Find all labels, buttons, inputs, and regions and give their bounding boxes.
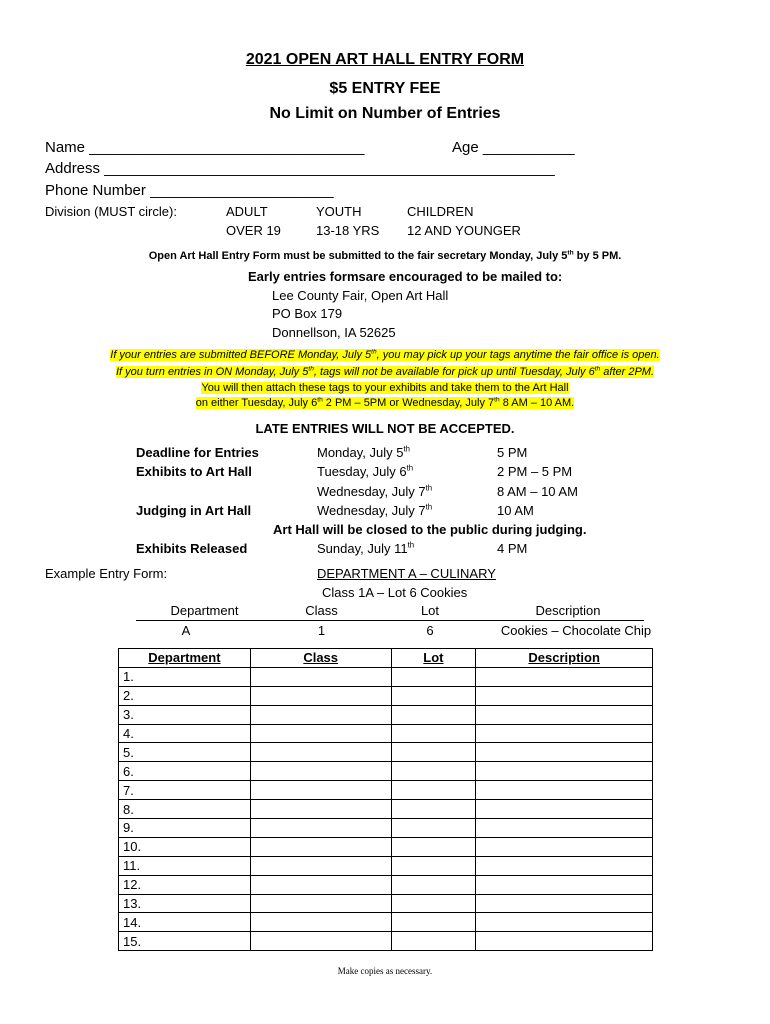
class-cell[interactable] <box>250 667 391 686</box>
notice-text: If you turn entries in ON Monday, July 5 <box>115 366 309 378</box>
table-row <box>119 743 653 762</box>
description-cell[interactable] <box>476 932 653 951</box>
example-value: 1 <box>317 623 326 638</box>
description-cell[interactable] <box>476 856 653 875</box>
class-cell[interactable] <box>250 781 391 800</box>
table-row <box>119 781 653 800</box>
example-header: Department <box>170 603 239 618</box>
phone-blank: ______________________ <box>150 182 334 199</box>
table-row <box>119 705 653 724</box>
example-department-title: DEPARTMENT A – CULINARY <box>317 566 496 581</box>
schedule-time: 10 AM <box>497 503 534 518</box>
department-cell[interactable]: 1. <box>119 667 251 686</box>
lot-cell[interactable] <box>391 875 476 894</box>
schedule-time: 2 PM – 5 PM <box>497 464 573 479</box>
submission-text: Open Art Hall Entry Form must be submitted to the fair secretary Monday, July 5 <box>148 250 568 262</box>
lot-cell[interactable] <box>391 932 476 951</box>
example-value: Cookies – Chocolate Chip <box>500 623 652 638</box>
department-cell[interactable]: 9. <box>119 819 251 838</box>
entry-fee: $5 ENTRY FEE <box>329 80 441 97</box>
submission-deadline <box>0 250 770 262</box>
lot-cell[interactable] <box>391 800 476 819</box>
description-cell[interactable] <box>476 686 653 705</box>
division-option-line2: 12 AND YOUNGER <box>407 223 521 238</box>
notice-sup: th <box>308 365 314 373</box>
description-cell[interactable] <box>476 894 653 913</box>
notice-line-4 <box>0 397 770 409</box>
lot-cell[interactable] <box>391 667 476 686</box>
mailing-address-line: PO Box 179 <box>272 306 343 321</box>
example-header: Description <box>535 603 601 618</box>
lot-cell[interactable] <box>391 913 476 932</box>
department-cell[interactable]: 6. <box>119 762 251 781</box>
example-header: Lot <box>420 603 440 618</box>
department-cell[interactable]: 15. <box>119 932 251 951</box>
address-label: Address <box>45 160 101 177</box>
schedule-label: Exhibits Released <box>136 541 248 556</box>
notice-text: 8 AM – 10 AM. <box>499 397 575 409</box>
notice-sup: th <box>317 396 323 404</box>
class-cell[interactable] <box>250 686 391 705</box>
late-entries-note: LATE ENTRIES WILL NOT BE ACCEPTED. <box>255 421 515 436</box>
age-label: Age <box>452 139 479 156</box>
class-cell[interactable] <box>250 743 391 762</box>
schedule-label: Deadline for Entries <box>136 445 259 460</box>
schedule-day: Sunday, July 11th <box>317 540 415 556</box>
table-header-row <box>119 649 653 668</box>
notice-text: If your entries are submitted BEFORE Monday, July 5 <box>110 349 372 361</box>
department-cell[interactable]: 4. <box>119 724 251 743</box>
table-header: Class <box>250 649 391 668</box>
class-cell[interactable] <box>250 819 391 838</box>
notice-text: after 2PM. <box>600 366 655 378</box>
submission-sup: th <box>567 249 574 257</box>
description-cell[interactable] <box>476 762 653 781</box>
name-label: Name <box>45 139 86 156</box>
lot-cell[interactable] <box>391 705 476 724</box>
table-header: Department <box>119 649 251 668</box>
description-cell[interactable] <box>476 913 653 932</box>
table-row <box>119 762 653 781</box>
division-label: Division (MUST circle): <box>45 204 177 219</box>
department-cell[interactable]: 14. <box>119 913 251 932</box>
entry-limit: No Limit on Number of Entries <box>269 105 501 122</box>
lot-cell[interactable] <box>391 837 476 856</box>
description-cell[interactable] <box>476 724 653 743</box>
example-value: 6 <box>426 623 434 638</box>
name-field[interactable] <box>45 139 364 156</box>
address-field[interactable] <box>45 160 555 177</box>
footer-note: Make copies as necessary. <box>337 966 433 976</box>
example-value: A <box>181 623 191 638</box>
description-cell[interactable] <box>476 800 653 819</box>
schedule-time: 5 PM <box>497 445 528 460</box>
notice-text: on either Tuesday, July 6 <box>195 397 318 409</box>
form-title: 2021 OPEN ART HALL ENTRY FORM <box>245 51 525 68</box>
schedule-time: 8 AM – 10 AM <box>497 484 578 499</box>
class-cell[interactable] <box>250 932 391 951</box>
notice-sup: th <box>494 396 500 404</box>
table-row <box>119 875 653 894</box>
notice-text: 2 PM – 5PM or Wednesday, July 7 <box>322 397 495 409</box>
table-row <box>119 800 653 819</box>
class-cell[interactable] <box>250 837 391 856</box>
class-cell[interactable] <box>250 894 391 913</box>
early-entries-note: Early entries formsare encouraged to be mailed to: <box>248 269 563 284</box>
description-cell[interactable] <box>476 819 653 838</box>
table-header: Lot <box>391 649 476 668</box>
schedule-label: Judging in Art Hall <box>136 503 252 518</box>
department-cell[interactable]: 8. <box>119 800 251 819</box>
schedule-day: Wednesday, July 7th <box>317 502 433 518</box>
example-header-underline <box>136 620 644 621</box>
description-cell[interactable] <box>476 837 653 856</box>
table-row <box>119 724 653 743</box>
lot-cell[interactable] <box>391 724 476 743</box>
example-label: Example Entry Form: <box>45 566 168 581</box>
department-cell[interactable]: 11. <box>119 856 251 875</box>
division-option-adult[interactable] <box>226 204 281 238</box>
notice-sup: th <box>371 348 377 356</box>
department-cell[interactable]: 10. <box>119 837 251 856</box>
table-row <box>119 819 653 838</box>
division-option-line1: CHILDREN <box>407 204 474 219</box>
example-header: Class <box>305 603 338 618</box>
closed-note: Art Hall will be closed to the public during judging. <box>273 522 587 537</box>
notice-text: You will then attach these tags to your exhibits and take them to the Art Hall <box>201 382 569 394</box>
entry-table <box>118 648 653 951</box>
notice-text: , you may pick up your tags anytime the fair office is open. <box>376 349 660 361</box>
table-row <box>119 913 653 932</box>
phone-field[interactable] <box>45 182 334 199</box>
lot-cell[interactable] <box>391 762 476 781</box>
division-option-youth[interactable] <box>316 204 379 238</box>
class-cell[interactable] <box>250 856 391 875</box>
class-cell[interactable] <box>250 705 391 724</box>
department-cell[interactable]: 12. <box>119 875 251 894</box>
schedule-label: Exhibits to Art Hall <box>136 464 252 479</box>
department-cell[interactable]: 3. <box>119 705 251 724</box>
submission-text-end: by 5 PM. <box>573 250 622 262</box>
department-cell[interactable]: 7. <box>119 781 251 800</box>
division-option-line2: 13-18 YRS <box>316 223 380 238</box>
division-option-line2: OVER 19 <box>226 223 281 238</box>
table-row <box>119 837 653 856</box>
lot-cell[interactable] <box>391 819 476 838</box>
notice-line-3 <box>0 382 770 394</box>
department-cell[interactable]: 13. <box>119 894 251 913</box>
name-blank: _________________________________ <box>89 139 365 156</box>
class-cell[interactable] <box>250 875 391 894</box>
schedule-day: Tuesday, July 6th <box>317 463 414 479</box>
mailing-address-line: Lee County Fair, Open Art Hall <box>272 288 449 303</box>
description-cell[interactable] <box>476 781 653 800</box>
schedule-day: Monday, July 5th <box>317 444 410 460</box>
lot-cell[interactable] <box>391 686 476 705</box>
notice-line-1 <box>0 349 770 361</box>
description-cell[interactable] <box>476 743 653 762</box>
class-cell[interactable] <box>250 800 391 819</box>
table-row <box>119 932 653 951</box>
phone-label: Phone Number <box>45 182 146 199</box>
mailing-address-line: Donnellson, IA 52625 <box>272 325 396 340</box>
department-cell[interactable]: 5. <box>119 743 251 762</box>
lot-cell[interactable] <box>391 743 476 762</box>
class-cell[interactable] <box>250 724 391 743</box>
class-cell[interactable] <box>250 913 391 932</box>
notice-sup: th <box>594 365 601 373</box>
age-blank: ___________ <box>482 139 575 156</box>
table-header: Description <box>476 649 653 668</box>
table-row <box>119 856 653 875</box>
age-field[interactable] <box>452 139 575 156</box>
notice-line-2 <box>0 366 770 378</box>
schedule-day: Wednesday, July 7th <box>317 483 433 499</box>
table-row <box>119 686 653 705</box>
description-cell[interactable] <box>476 875 653 894</box>
lot-cell[interactable] <box>391 856 476 875</box>
class-cell[interactable] <box>250 762 391 781</box>
lot-cell[interactable] <box>391 781 476 800</box>
address-blank: ______________________________________________________ <box>104 160 555 177</box>
notice-text: , tags will not be available for pick up until Tuesday, July 6 <box>313 366 595 378</box>
table-row <box>119 894 653 913</box>
description-cell[interactable] <box>476 667 653 686</box>
department-cell[interactable]: 2. <box>119 686 251 705</box>
table-row <box>119 667 653 686</box>
example-subtitle: Class 1A – Lot 6 Cookies <box>322 585 468 600</box>
division-option-children[interactable] <box>407 204 521 238</box>
schedule-time: 4 PM <box>497 541 528 556</box>
description-cell[interactable] <box>476 705 653 724</box>
lot-cell[interactable] <box>391 894 476 913</box>
division-option-line1: YOUTH <box>316 204 362 219</box>
division-option-line1: ADULT <box>226 204 268 219</box>
